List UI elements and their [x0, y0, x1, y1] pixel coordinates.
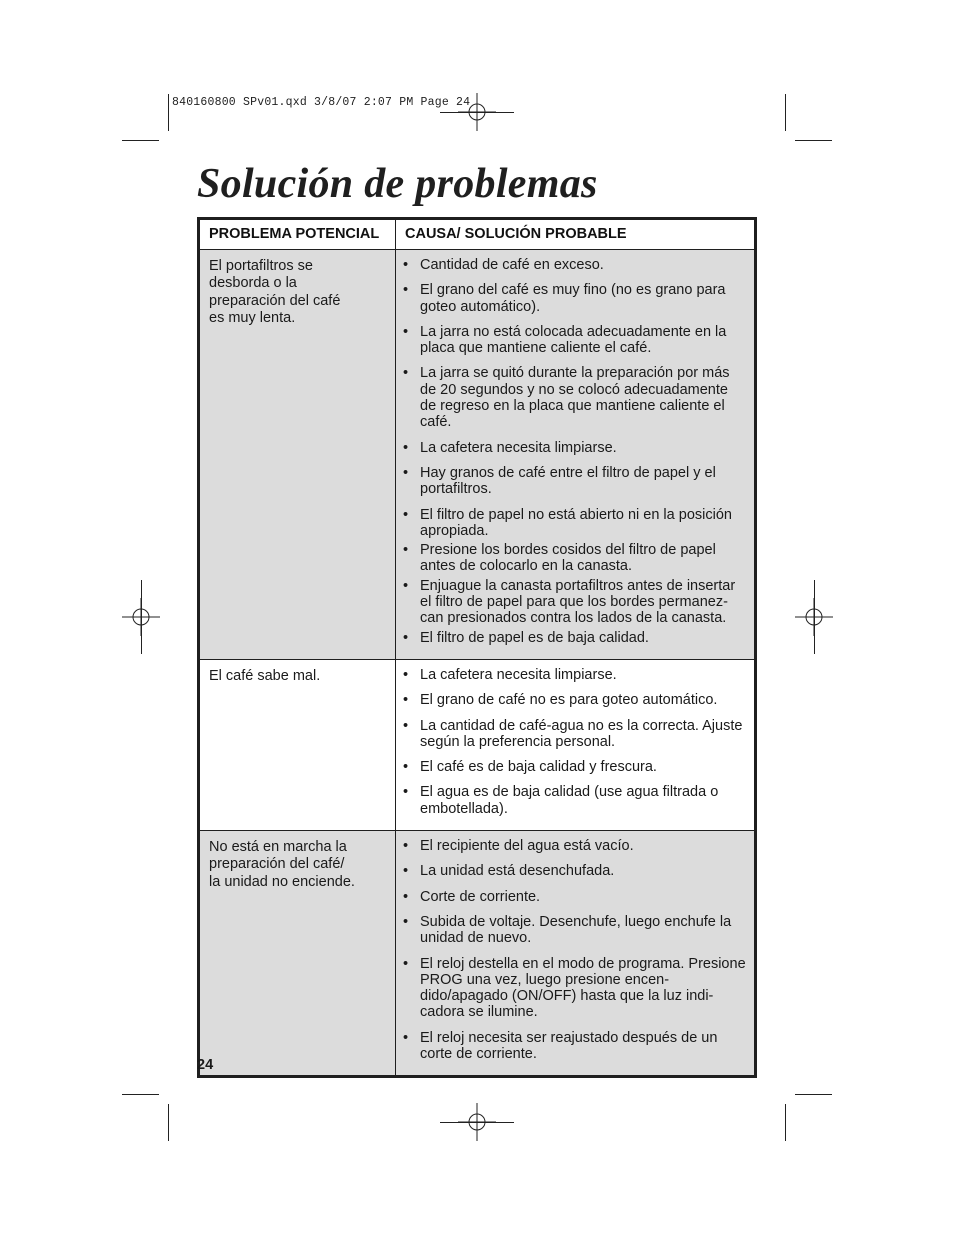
cause-list	[396, 660, 754, 830]
troubleshooting-table	[197, 217, 757, 1078]
cause-item: • La jarra no está colocada adecuadamente en la placa que mantiene caliente el café.	[403, 324, 748, 357]
cause-item: • Cantidad de café en exceso.	[403, 257, 748, 273]
crop-mark	[122, 140, 159, 141]
cause-item: • El filtro de papel es de baja calidad.	[403, 630, 748, 646]
cause-list	[396, 831, 754, 1075]
header-problem: PROBLEMA POTENCIAL	[200, 220, 396, 249]
registration-mark-icon	[458, 1103, 496, 1141]
print-slug: 840160800 SPv01.qxd 3/8/07 2:07 PM Page 24	[172, 96, 471, 109]
cause-item: • El reloj necesita ser reajustado después de un corte de corriente.	[403, 1030, 748, 1063]
cause-item: • Presione los bordes cosidos del filtro de papel antes de colocarlo en la canasta.	[403, 542, 748, 575]
problem-text: No está en marcha la preparación del café/ la unidad no enciende.	[209, 839, 355, 890]
header-cause-solution: CAUSA/ SOLUCIÓN PROBABLE	[405, 226, 627, 242]
cause-list	[396, 250, 754, 659]
table-row	[200, 250, 754, 660]
crop-mark	[122, 1094, 159, 1095]
cause-item: • El grano de café no es para goteo automático.	[403, 692, 748, 708]
cause-item: • El agua es de baja calidad (use agua filtrada o embotellada).	[403, 784, 748, 817]
cause-item: • Enjuague la canasta portafiltros antes de insertar el filtro de papel para que los bordes permanez-can presionados contra los lados de la canasta.	[403, 578, 748, 627]
cause-item: • El reloj destella en el modo de programa. Presione PROG una vez, luego presione encen-dido/apagado (ON/OFF) hasta que la luz indi-cadora se ilumine.	[403, 956, 748, 1021]
crop-mark	[795, 140, 832, 141]
cause-cell	[396, 250, 754, 659]
cause-item: • La cafetera necesita limpiarse.	[403, 667, 748, 683]
crop-mark	[795, 1094, 832, 1095]
crop-mark	[168, 94, 169, 131]
table-header	[200, 220, 754, 250]
cause-item: • La cafetera necesita limpiarse.	[403, 440, 748, 456]
cause-item: • El café es de baja calidad y frescura.	[403, 759, 748, 775]
cause-item: • El grano del café es muy fino (no es grano para goteo automático).	[403, 282, 748, 315]
registration-mark-icon	[795, 598, 833, 636]
cause-cell	[396, 660, 754, 830]
cause-item: • La jarra se quitó durante la preparación por más de 20 segundos y no se colocó adecuadamente de regreso en la placa que mantiene caliente el café.	[403, 365, 748, 430]
page-title: Solución de problemas	[197, 161, 598, 207]
table-row	[200, 660, 754, 831]
cause-item: • La cantidad de café-agua no es la correcta. Ajuste según la preferencia personal.	[403, 718, 748, 751]
problem-cell	[200, 250, 396, 659]
cause-item: • La unidad está desenchufada.	[403, 863, 748, 879]
cause-item: • El filtro de papel no está abierto ni en la posición apropiada.	[403, 507, 748, 540]
problem-cell	[200, 660, 396, 830]
crop-mark	[785, 1104, 786, 1141]
problem-text: El café sabe mal.	[209, 667, 321, 684]
problem-text: El portafiltros se desborda o la preparación del café es muy lenta.	[209, 258, 341, 327]
crop-mark	[168, 1104, 169, 1141]
cause-item: • Hay granos de café entre el filtro de papel y el portafiltros.	[403, 465, 748, 498]
problem-cell	[200, 831, 396, 1075]
registration-mark-icon	[458, 93, 496, 131]
registration-mark-icon	[122, 598, 160, 636]
table-row	[200, 831, 754, 1075]
cause-item: • Corte de corriente.	[403, 889, 748, 905]
cause-item: • El recipiente del agua está vacío.	[403, 838, 748, 854]
page-number: 24	[197, 1057, 214, 1073]
cause-item: • Subida de voltaje. Desenchufe, luego enchufe la unidad de nuevo.	[403, 914, 748, 947]
cause-cell	[396, 831, 754, 1075]
crop-mark	[785, 94, 786, 131]
